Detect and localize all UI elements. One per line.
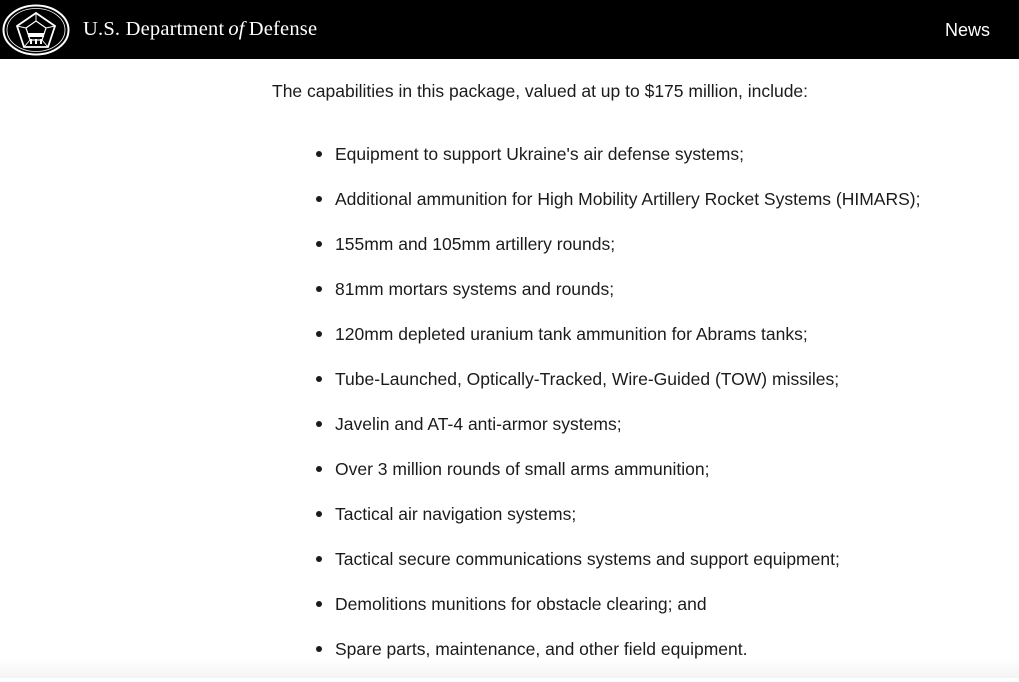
- article-body: [0, 59, 1019, 678]
- site-header: [0, 0, 1019, 59]
- bullet-icon: [316, 151, 322, 157]
- list-item: [335, 322, 920, 367]
- bullet-icon: [316, 466, 322, 472]
- list-item-text: Tube-Launched, Optically-Tracked, Wire-Guided (TOW) missiles;: [335, 369, 840, 389]
- list-item: [335, 367, 920, 412]
- home-link[interactable]: [0, 0, 317, 59]
- list-item-text: Additional ammunition for High Mobility Artillery Rocket Systems (HIMARS);: [335, 189, 921, 209]
- site-title-part1: U.S. Department: [83, 18, 225, 40]
- list-item: [335, 142, 920, 187]
- list-item: [335, 547, 920, 592]
- list-item-text: Javelin and AT-4 anti-armor systems;: [335, 414, 622, 434]
- list-item: [335, 277, 920, 322]
- bullet-icon: [316, 241, 322, 247]
- list-item: [335, 232, 920, 277]
- pentagon-seal-icon: [2, 3, 70, 57]
- list-item-text: Demolitions munitions for obstacle clearing; and: [335, 594, 707, 614]
- capabilities-list: [335, 142, 920, 682]
- bullet-icon: [316, 196, 322, 202]
- list-item-text: 81mm mortars systems and rounds;: [335, 279, 615, 299]
- list-item: [335, 187, 920, 232]
- bullet-icon: [316, 601, 322, 607]
- bullet-icon: [316, 331, 322, 337]
- list-item: [335, 457, 920, 502]
- bullet-icon: [316, 421, 322, 427]
- bullet-icon: [316, 646, 322, 652]
- list-item-text: Equipment to support Ukraine's air defense systems;: [335, 144, 744, 164]
- list-item-text: 155mm and 105mm artillery rounds;: [335, 234, 616, 254]
- list-item-text: Over 3 million rounds of small arms ammunition;: [335, 459, 710, 479]
- list-item: [335, 412, 920, 457]
- bullet-icon: [316, 556, 322, 562]
- site-title: [83, 18, 317, 41]
- bullet-icon: [316, 511, 322, 517]
- intro-paragraph: The capabilities in this package, valued at up to $175 million, include:: [272, 81, 809, 101]
- bullet-icon: [316, 286, 322, 292]
- bullet-icon: [316, 376, 322, 382]
- list-item-text: Spare parts, maintenance, and other field equipment.: [335, 639, 748, 659]
- list-item-text: 120mm depleted uranium tank ammunition for Abrams tanks;: [335, 324, 808, 344]
- list-item: [335, 637, 920, 682]
- list-item-text: Tactical air navigation systems;: [335, 504, 577, 524]
- list-item-text: Tactical secure communications systems and support equipment;: [335, 549, 840, 569]
- site-title-part2: Defense: [248, 18, 318, 40]
- nav-news-link[interactable]: News: [944, 20, 990, 40]
- site-title-of: of: [228, 18, 245, 40]
- list-item: [335, 592, 920, 637]
- list-item: [335, 502, 920, 547]
